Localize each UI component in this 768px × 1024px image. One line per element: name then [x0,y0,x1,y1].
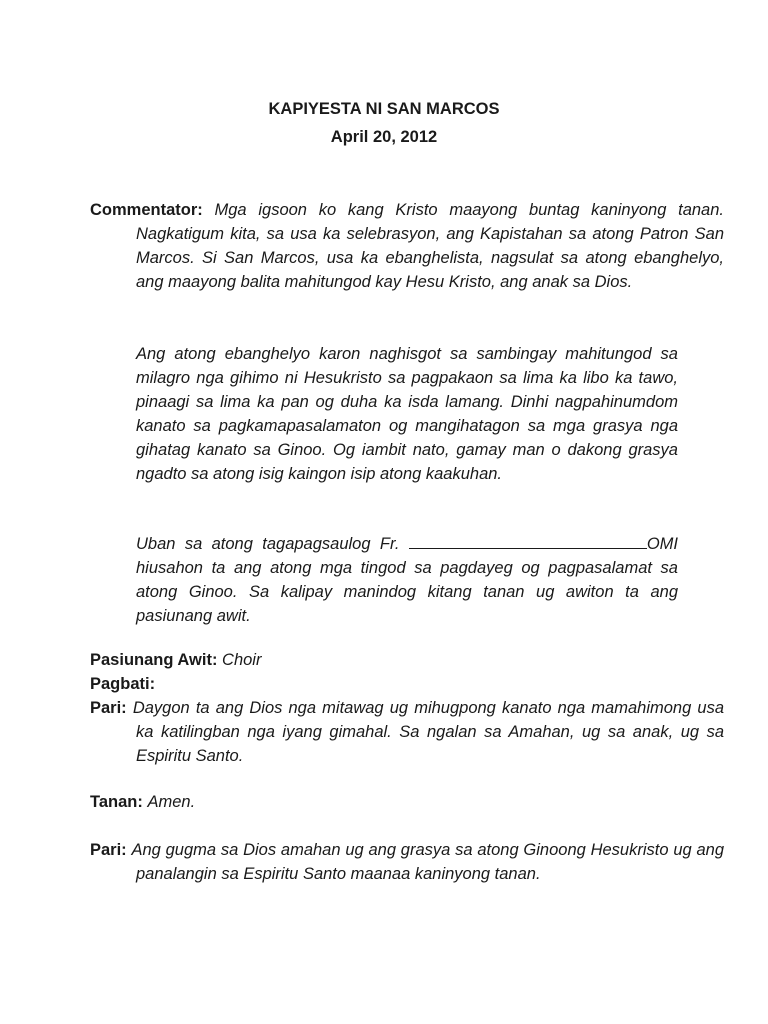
commentator-paragraph-3 [136,532,678,628]
pagbati-colon: : [149,675,156,693]
commentator-text-3-rest: hiusahon ta ang atong mga tingod sa pagdayeg og pagpasalamat sa atong Ginoo. Sa kalipay manindog kitang tanan ug awiton ta ang pasiunang awit. [136,559,678,625]
pari-text-1: Daygon ta ang Dios nga mitawag ug mihugpong kanato nga mamahimong usa ka katilingban nga iyang gimahal. Sa ngalan sa Amahan, ug sa anak, ug sa Espiritu Santo. [132,699,724,765]
commentator-text-3-pre: Uban sa atong tagapagsaulog Fr. [136,535,400,553]
pari-paragraph-2 [90,838,724,886]
tanan-line [90,790,678,814]
celebrant-name-blank [409,534,647,549]
speaker-label-commentator: Commentator: [90,201,203,219]
speaker-label-pari-2: Pari: [90,841,127,859]
pasiunang-awit-value: Choir [222,651,262,669]
pasiunang-awit-line [90,648,678,672]
commentator-paragraph-2: Ang atong ebanghelyo karon naghisgot sa sambingay mahitungod sa milagro nga gihimo ni Hesukristo sa pagpakaon sa lima ka libo ka tawo, pinaagi sa lima ka pan og duha ka isda lamang. Dinhi nagpahinumdom kanato sa pagkamapasalamaton og mangihatagon sa mga grasya nga gihatag kanato sa Ginoo. Og iambit nato, gamay man o dakong grasya ngadto sa atong isig kaingon isip atong kaakuhan. [136,345,678,483]
pasiunang-awit-colon: : [211,651,218,669]
speaker-label-pari: Pari: [90,699,127,717]
tanan-text: Amen. [147,793,196,811]
document-title: KAPIYESTA NI SAN MARCOS [268,100,500,118]
pari-paragraph-1 [90,696,724,768]
commentator-text-3-post: OMI [646,535,678,553]
document-date: April 20, 2012 [330,128,438,146]
commentator-text-1: Mga igsoon ko kang Kristo maayong buntag kaninyong tanan. Nagkatigum kita, sa usa ka selebrasyon, ang Kapistahan sa atong Patron San Marcos. Si San Marcos, usa ka ebanghelista, nagsulat sa atong ebanghelyo, ang maayong balita mahitungod kay Hesu Kristo, ang anak sa Dios. [136,201,724,291]
speaker-label-tanan: Tanan: [90,793,143,811]
pagbati-line [90,672,678,696]
pasiunang-awit-label: Pasiunang Awit [90,651,212,669]
commentator-paragraph-1 [90,198,724,294]
pagbati-label: Pagbati [90,675,150,693]
pari-text-2: Ang gugma sa Dios amahan ug ang grasya sa atong Ginoong Hesukristo ug ang panalangin sa Espiritu Santo maanaa kaninyong tanan. [131,841,724,883]
title-block [0,95,768,151]
